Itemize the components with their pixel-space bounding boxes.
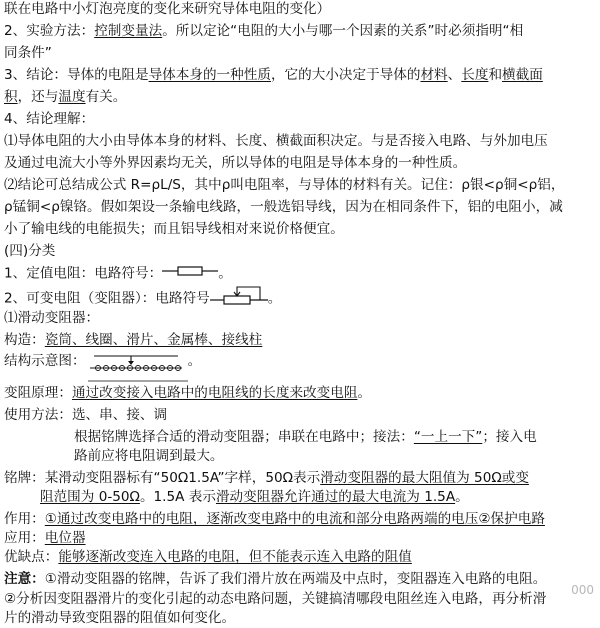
rheostat-diagram [86, 350, 188, 384]
line-8: ⑵结论可总结成公式 R=ρL/S，其中ρ叫电阻率，与导体的材料有关。记住：ρ银<ρ铜<ρ铝， [4, 177, 565, 193]
line-2: 同条件” [4, 45, 52, 61]
line-construction: 构造：瓷筒、线圈、滑片、金属棒、接线柱 [4, 332, 263, 348]
term-control-variable: 控制变量法 [94, 23, 163, 39]
line-pros-cons: 优缺点：能够逐渐改变连入电路的电阻，但不能表示连入电路的阻值 [4, 549, 412, 565]
line-11: (四)分类 [4, 243, 56, 259]
line-structure-diagram: 结构示意图： 。 [4, 350, 594, 384]
line-9: ρ锰铜<ρ镍铬。假如架设一条输电线路，一般选铝导线，因为在相同条件下，铝的电阻小，减 [4, 199, 563, 215]
line-6: ⑴导体电阻的大小由导体本身的材料、长度、横截面积决定。与是否接入电路、与外加电压 [4, 133, 548, 149]
line-27: ②分析因变阻器滑片的变化引起的动态电路问题，关键搞清哪段电阻丝连入电路，再分析滑 [4, 591, 547, 607]
variable-resistor-symbol [210, 282, 268, 308]
line-5: 4、结论理解： [4, 111, 95, 127]
watermark: 000 [571, 583, 594, 597]
line-14: ⑴滑动变阻器： [4, 310, 100, 326]
line-4: 积，还与温度有关。 [4, 89, 127, 105]
line-20: 路前应将电阻调到最大。 [74, 448, 224, 464]
line-nameplate: 铭牌：某滑动变阻器标有“50Ω1.5A”字样，50Ω表示滑动变阻器的最大阻值为 50Ω或变 [4, 470, 529, 486]
line-variable-resistor: 2、可变电阻（变阻器）：电路符号 。 [4, 282, 594, 308]
line-usage-detail: 根据铭牌选择合适的滑动变阻器；串联在电路中；接法：“一上一下”；接入电 [74, 429, 537, 445]
line-principle: 变阻原理：通过改变接入电路中的电阻线的长度来改变电阻。 [4, 385, 372, 401]
line-function: 作用：①通过改变电路中的电阻，逐渐改变电路中的电流和部分电路两端的电压②保护电路 [4, 511, 545, 527]
line-7: 及通过电流大小等外界因素均无关，所以导体的电阻是导体本身的一种性质。 [4, 155, 467, 171]
line-10: 小了输电线的电能损失；而且铝导线相对来说价格便宜。 [4, 221, 344, 237]
line-application: 应用：电位器 [4, 530, 86, 546]
line-fixed-resistor: 1、定值电阻：电路符号： 。 [4, 265, 232, 282]
fixed-resistor-symbol [162, 264, 218, 283]
line-28: 片的滑动导致变阻器的阻值如何变化。 [4, 610, 236, 626]
line-0: 联在电路中小灯泡亮度的变化来研究导体电阻的变化） [4, 1, 331, 17]
line-conclusion: 3、结论：导体的电阻是导体本身的一种性质，它的大小决定于导体的材料、长度和横截面 [4, 67, 543, 83]
line-note: 注意：①滑动变阻器的铭牌，告诉了我们滑片放在两端及中点时，变阻器连入电路的电阻。 [4, 571, 547, 587]
line-usage: 使用方法：选、串、接、调 [4, 407, 168, 423]
line-nameplate-2: 阻范围为 0-50Ω。1.5A 表示滑动变阻器允许通过的最大电流为 1.5A。 [40, 489, 469, 505]
line-experiment-method: 2、实验方法：控制变量法。所以定论“电阻的大小与哪一个因素的关系”时必须指明“相 [4, 23, 524, 39]
